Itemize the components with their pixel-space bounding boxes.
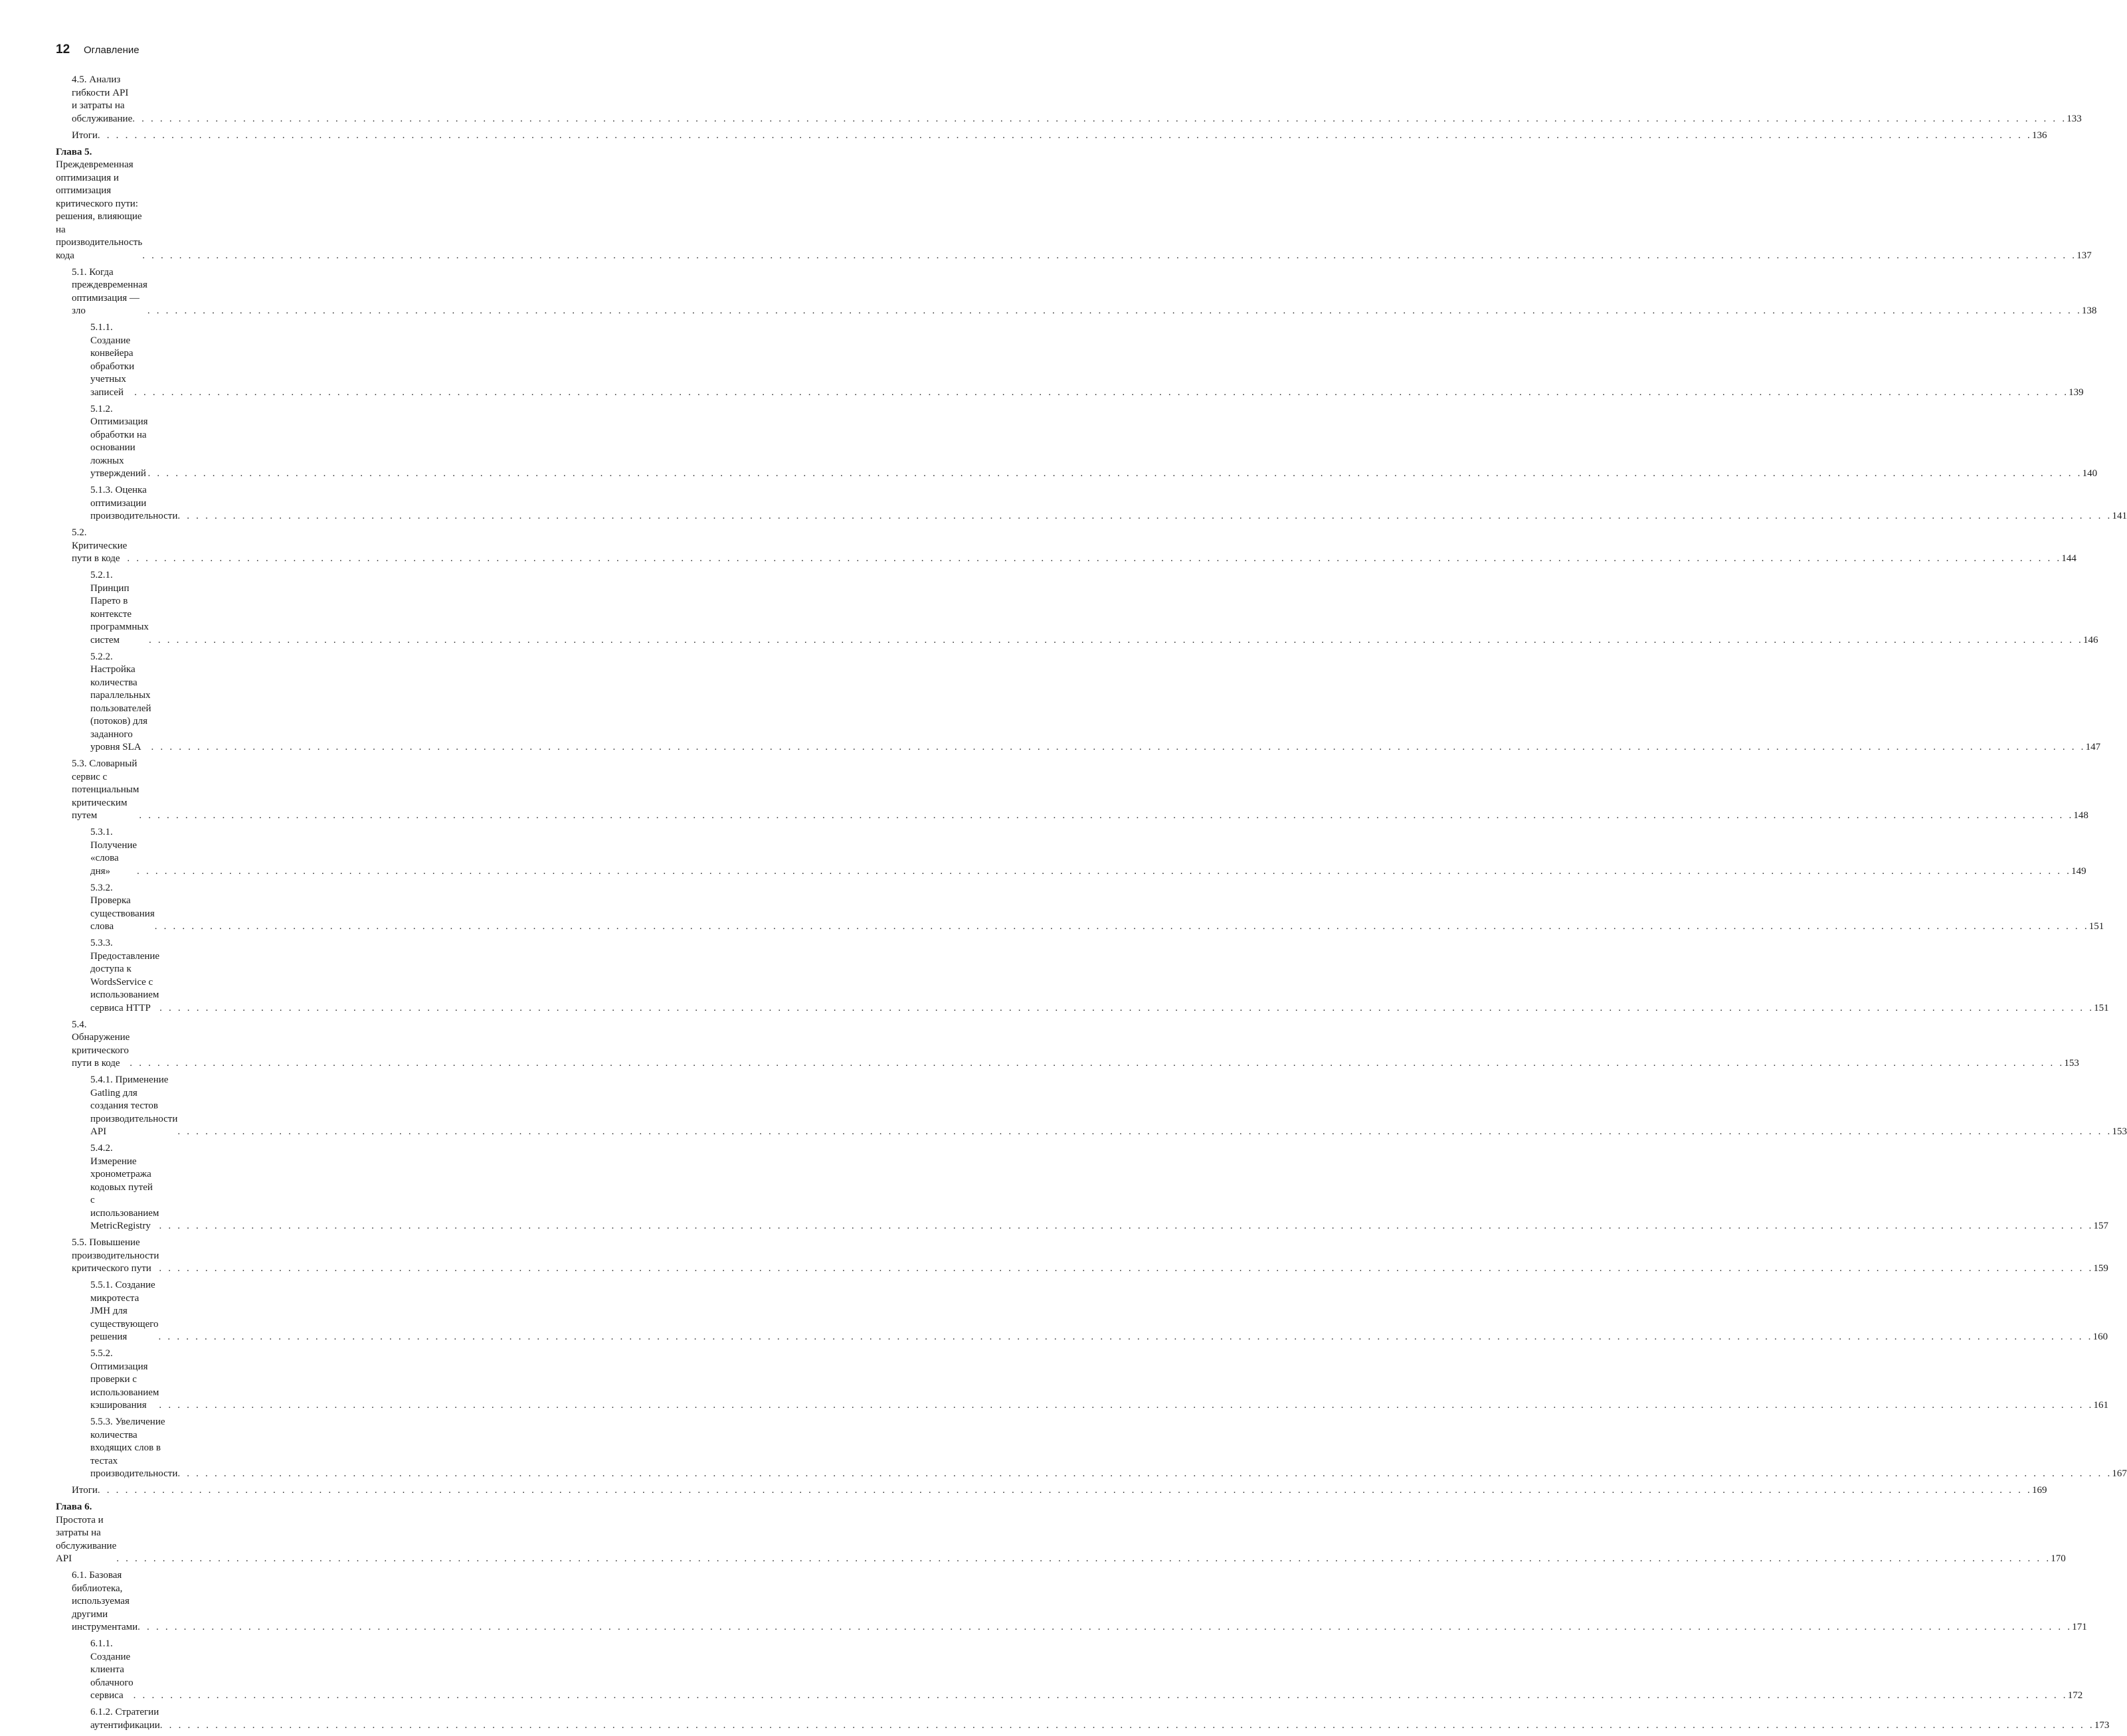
toc-page-number: 133	[2067, 113, 2082, 124]
toc-entry-text: 5.4.2. Измерение хронометража кодовых путей с использованием MetricRegistry	[90, 1143, 159, 1231]
toc-entry-text: 5.3.1. Получение «слова дня»	[90, 827, 138, 877]
toc-entry-text: Итоги	[72, 130, 98, 141]
dot-leader	[177, 510, 2112, 523]
toc-entry-title	[90, 1638, 134, 1703]
toc-entry-title	[72, 527, 127, 566]
dot-leader	[177, 1126, 2112, 1139]
toc-entry-text: Итоги	[72, 1485, 98, 1496]
dot-leader	[177, 1468, 2112, 1481]
toc-entry[interactable]	[56, 569, 2098, 647]
toc-page-number: 136	[2031, 130, 2047, 141]
toc-entry-title	[90, 1347, 159, 1413]
toc-entry-text: 6.1. Базовая библиотека, используемая другими инструментами	[72, 1570, 138, 1632]
dot-leader	[137, 865, 2071, 879]
toc-page-number: 172	[2067, 1690, 2083, 1701]
toc-page-number: 157	[2093, 1221, 2108, 1231]
toc-page-number: 153	[2112, 1126, 2127, 1137]
toc-entry[interactable]	[56, 882, 2104, 934]
toc-entry[interactable]	[56, 1347, 2108, 1413]
toc-entry-text: Преждевременная оптимизация и оптимизация критического пути: решения, влияющие на производительность кода	[56, 159, 143, 261]
toc-entry-title	[90, 937, 159, 1015]
toc-entry-title	[72, 1484, 98, 1498]
toc-page-number: 141	[2112, 511, 2127, 521]
toc-entry[interactable]	[56, 758, 2088, 823]
dot-leader	[147, 305, 2082, 318]
toc-entry-title	[56, 1501, 116, 1566]
toc-entry[interactable]	[56, 266, 2097, 318]
toc-entry-title	[72, 74, 132, 126]
toc-entry-text: 4.5. Анализ гибкости API и затраты на обслуживание	[72, 74, 133, 124]
toc-entry-title	[56, 146, 142, 263]
toc-entry[interactable]	[56, 1279, 2108, 1344]
toc-entry-title	[90, 1416, 177, 1481]
toc-entry[interactable]	[56, 1142, 2108, 1233]
toc-page-number: 160	[2092, 1332, 2108, 1342]
dot-leader	[142, 250, 2077, 263]
dot-leader	[134, 387, 2069, 400]
toc-entry-title	[72, 758, 139, 823]
toc-page-number: 159	[2093, 1263, 2108, 1274]
toc-page-number: 139	[2069, 387, 2084, 398]
toc-entry-title	[90, 484, 177, 523]
dot-leader	[151, 741, 2086, 754]
dot-leader	[132, 113, 2067, 126]
toc-page-number: 169	[2031, 1485, 2047, 1496]
toc-entry[interactable]	[56, 651, 2101, 754]
toc-page-number: 137	[2077, 250, 2092, 261]
toc-entry-title	[90, 403, 148, 481]
dot-leader	[116, 1553, 2051, 1566]
toc-entry-text: Простота и затраты на обслуживание API	[56, 1514, 117, 1564]
toc-page-number: 170	[2051, 1553, 2066, 1564]
toc-entry-title	[72, 130, 98, 143]
dot-leader	[159, 1331, 2093, 1344]
toc-entry[interactable]	[56, 1416, 2127, 1481]
toc-entry[interactable]	[56, 1501, 2066, 1566]
toc-entry[interactable]	[56, 1237, 2108, 1276]
toc-entry-text: 5.2. Критические пути в коде	[72, 527, 128, 564]
dot-leader	[149, 634, 2083, 648]
dot-leader	[159, 1262, 2093, 1276]
toc-entry-text: 5.5.2. Оптимизация проверки с использованием кэширования	[90, 1348, 159, 1411]
toc-entry[interactable]	[56, 146, 2092, 263]
toc-entry-title	[72, 1237, 159, 1276]
toc-page-number: 140	[2082, 468, 2098, 479]
toc-page-number: 138	[2081, 305, 2097, 316]
toc-entry-title	[72, 266, 147, 318]
toc-entry-title	[72, 1019, 130, 1071]
dot-leader	[148, 468, 2082, 481]
dot-leader	[159, 1220, 2093, 1233]
toc-entry[interactable]	[56, 1569, 2087, 1634]
toc-entry-title	[90, 1074, 177, 1139]
toc-entry-text: 5.3. Словарный сервис с потенциальным критическим путем	[72, 758, 139, 821]
toc-entry[interactable]	[56, 1019, 2079, 1071]
toc-entry-text: 5.1.2. Оптимизация обработки на основании ложных утверждений	[90, 403, 148, 479]
toc-page-number: 161	[2093, 1400, 2108, 1411]
toc-page-number: 151	[2094, 1002, 2109, 1013]
dot-leader	[160, 1719, 2094, 1733]
toc-page-number: 171	[2072, 1622, 2087, 1632]
toc-entry-text: 5.3.2. Проверка существования слова	[90, 882, 155, 932]
page-number: 12	[56, 43, 70, 56]
toc-entry-title	[72, 1569, 138, 1634]
toc-entry[interactable]	[56, 1706, 2110, 1732]
toc-entry-text: 5.5. Повышение производительности критического пути	[72, 1237, 159, 1274]
toc-page-number: 151	[2088, 921, 2104, 932]
toc-entry[interactable]	[56, 74, 2082, 126]
dot-leader	[134, 1690, 2068, 1703]
toc-entry-text: 5.5.3. Увеличение количества входящих слов в тестах производительности	[90, 1417, 178, 1479]
toc-entry-title	[90, 1142, 159, 1233]
toc-entry-text: 5.4.1. Применение Gatling для создания тестов производительности API	[90, 1075, 178, 1137]
toc-entry[interactable]	[56, 321, 2084, 399]
toc-entry-text: 5.1.3. Оценка оптимизации производительности	[90, 485, 178, 521]
toc-entry-title	[90, 1279, 159, 1344]
chapter-label: Глава 5.	[56, 146, 92, 157]
toc-entry-title	[90, 321, 134, 399]
table-of-contents	[56, 74, 2127, 1736]
dot-leader	[159, 1002, 2094, 1015]
dot-leader	[159, 1399, 2093, 1413]
toc-page-number: 148	[2073, 810, 2088, 821]
toc-entry-title	[90, 569, 149, 647]
toc-entry[interactable]	[56, 1638, 2083, 1703]
toc-entry-text: 6.1.2. Стратегии аутентификации	[90, 1707, 160, 1731]
toc-entry[interactable]	[56, 130, 2047, 143]
running-title: Оглавление	[84, 44, 139, 56]
toc-entry[interactable]	[56, 1484, 2047, 1498]
toc-entry[interactable]	[56, 826, 2086, 878]
toc-page-number: 149	[2071, 865, 2086, 877]
chapter-label: Глава 6.	[56, 1502, 92, 1512]
toc-entry-text: 5.5.1. Создание микротеста JMH для существующего решения	[90, 1280, 159, 1342]
toc-entry-title	[90, 826, 137, 878]
toc-page-number: 153	[2064, 1058, 2079, 1069]
toc-page-number: 147	[2085, 742, 2101, 752]
toc-page-number: 144	[2061, 553, 2077, 564]
toc-entry-text: 5.2.2. Настройка количества параллельных пользователей (потоков) для заданного уровня SLA	[90, 651, 151, 752]
running-header	[56, 43, 139, 57]
toc-entry-title	[90, 651, 151, 754]
toc-entry-text: 5.3.3. Предоставление доступа к WordsService с использованием сервиса HTTP	[90, 938, 160, 1013]
dot-leader	[98, 1484, 2032, 1498]
dot-leader	[130, 1057, 2064, 1071]
toc-page-number: 173	[2094, 1719, 2110, 1731]
toc-entry[interactable]	[56, 1074, 2127, 1139]
toc-entry-title	[90, 1706, 160, 1732]
toc-entry[interactable]	[56, 937, 2109, 1015]
dot-leader	[98, 130, 2032, 143]
toc-entry[interactable]	[56, 527, 2077, 566]
toc-page-number: 167	[2112, 1468, 2127, 1479]
toc-entry-text: 6.1.1. Создание клиента облачного сервиса	[90, 1638, 134, 1701]
toc-entry-text: 5.1.1. Создание конвейера обработки учетных записей	[90, 322, 135, 398]
toc-page-number: 146	[2083, 634, 2098, 646]
dot-leader	[127, 553, 2061, 566]
toc-entry-title	[90, 882, 155, 934]
toc-entry-text: 5.4. Обнаружение критического пути в коде	[72, 1019, 130, 1069]
toc-entry-text: 5.1. Когда преждевременная оптимизация — зло	[72, 266, 147, 316]
dot-leader	[155, 920, 2089, 934]
toc-entry-text: 5.2.1. Принцип Парето в контексте программных систем	[90, 570, 149, 646]
toc-entry[interactable]	[56, 403, 2098, 481]
dot-leader	[139, 810, 2073, 823]
dot-leader	[138, 1621, 2072, 1634]
toc-entry[interactable]	[56, 484, 2127, 523]
